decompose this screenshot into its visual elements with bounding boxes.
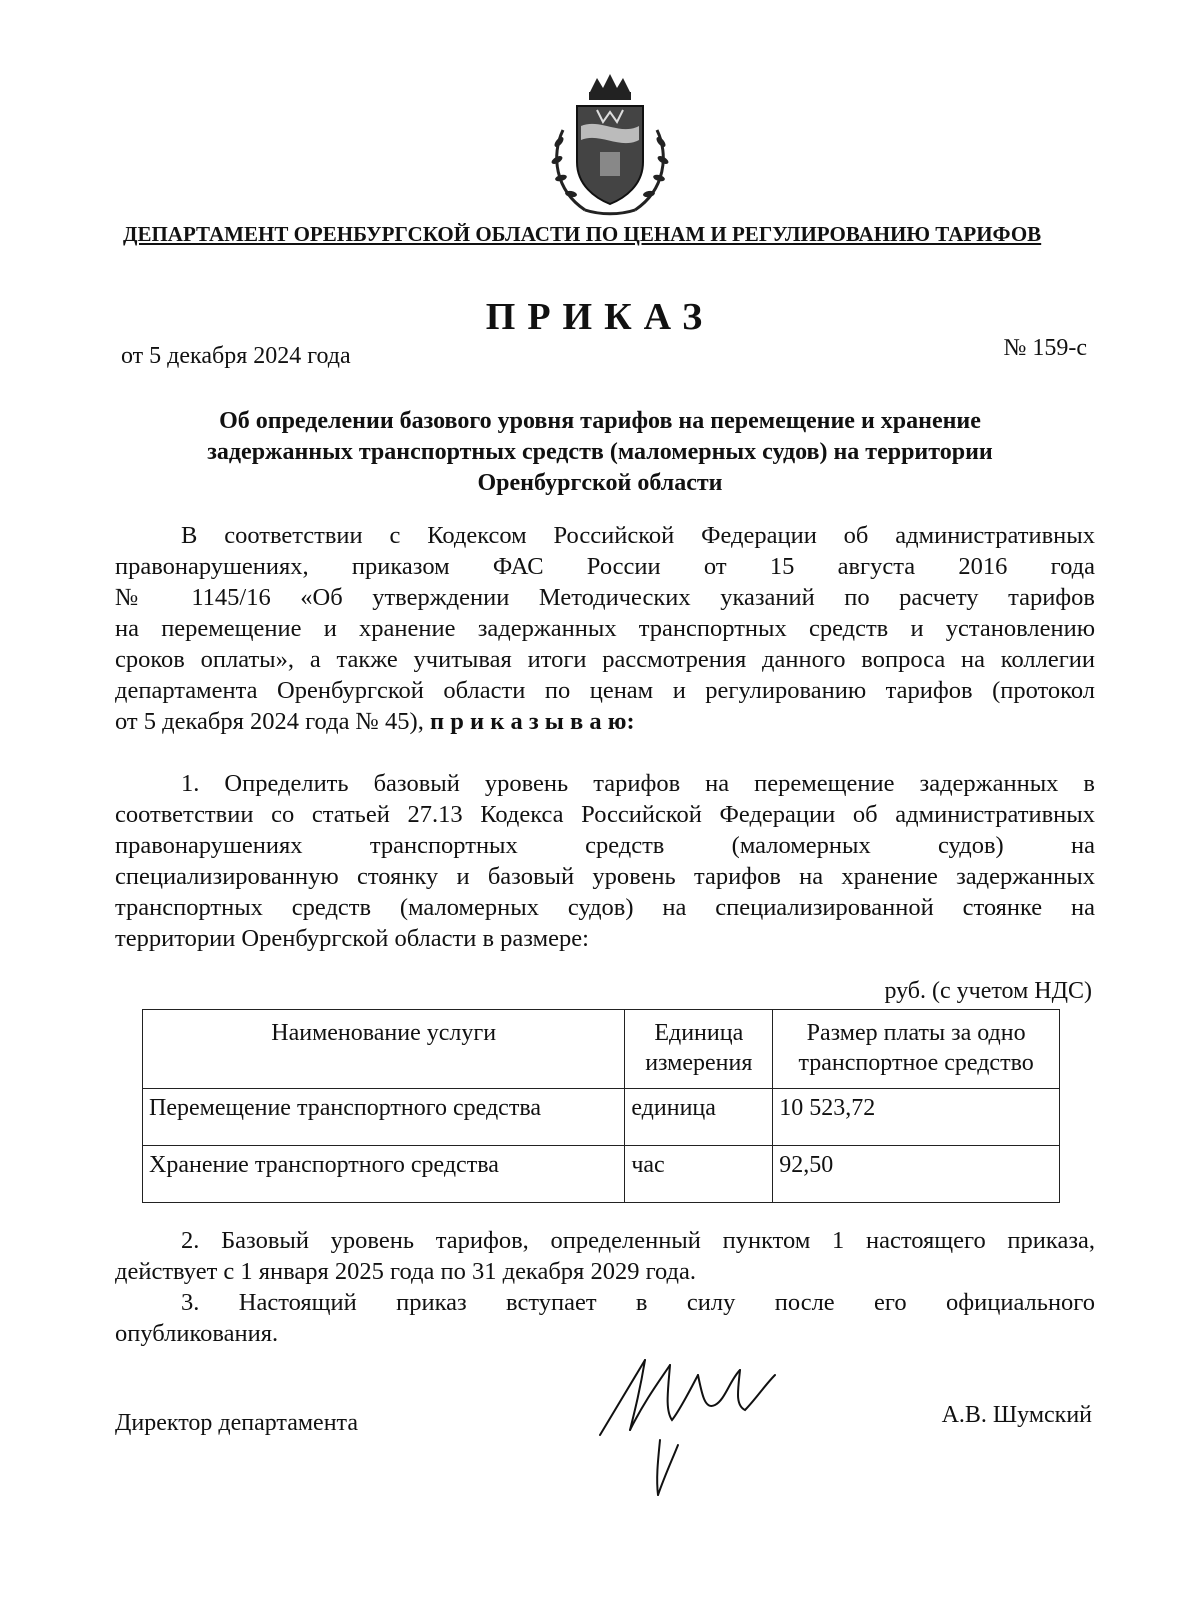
item-3-paragraph: [115, 1287, 1095, 1349]
preamble-line: правонарушениях, приказом ФАС России от 15 августа 2016 года: [115, 553, 1095, 580]
item-3-line: опубликования.: [115, 1320, 279, 1347]
item-1-line: 1. Определить базовый уровень тарифов на перемещение задержанных в: [181, 770, 1095, 797]
order-subject: [150, 406, 1050, 499]
table-cell-service: Перемещение транспортного средства: [143, 1089, 625, 1146]
column-header-service: Наименование услуги: [143, 1010, 625, 1089]
subject-line: задержанных транспортных средств (маломерных судов) на территории: [207, 439, 993, 465]
item-3-line: 3. Настоящий приказ вступает в силу после его официального: [181, 1289, 1095, 1316]
preamble-line: сроков оплаты», а также учитывая итоги рассмотрения данного вопроса на коллегии: [115, 646, 1095, 673]
table-cell-unit: единица: [625, 1089, 773, 1146]
column-header-unit: Единица измерения: [625, 1010, 773, 1089]
table-header-row: [143, 1010, 1060, 1089]
item-2-line: действует с 1 января 2025 года по 31 декабря 2029 года.: [115, 1258, 697, 1285]
table-cell-unit: час: [625, 1146, 773, 1203]
table-cell-service: Хранение транспортного средства: [143, 1146, 625, 1203]
item-1-line: правонарушениях транспортных средств (маломерных судов) на: [115, 832, 1095, 859]
preamble-paragraph: [115, 520, 1095, 737]
currency-unit-note: руб. (с учетом НДС): [884, 978, 1092, 1004]
table-cell-price: 10 523,72: [773, 1089, 1060, 1146]
tariffs-table: [142, 1009, 1060, 1203]
item-2-paragraph: [115, 1225, 1095, 1287]
column-header-price: Размер платы за одно транспортное средство: [773, 1010, 1060, 1089]
preamble-line: на перемещение и хранение задержанных транспортных средств и установлению: [115, 615, 1095, 642]
item-1-line: соответствии со статьей 27.13 Кодекса Российской Федерации об административных: [115, 801, 1095, 828]
handwritten-signature: [590, 1350, 790, 1500]
preamble-line: В соответствии с Кодексом Российской Федерации об административных: [181, 522, 1095, 549]
table-cell-price: 92,50: [773, 1146, 1060, 1203]
coat-of-arms-emblem: [545, 70, 675, 220]
signer-name: А.В. Шумский: [941, 1402, 1092, 1428]
item-1-line: транспортных средств (маломерных судов) на специализированной стоянке на: [115, 894, 1095, 921]
table-row: [143, 1089, 1060, 1146]
item-1-paragraph: [115, 768, 1095, 954]
table-row: [143, 1146, 1060, 1203]
order-directive-word: п р и к а з ы в а ю:: [429, 708, 635, 735]
preamble-line: департамента Оренбургской области по ценам и регулированию тарифов (протокол: [115, 677, 1095, 704]
order-number: № 159-с: [1003, 335, 1087, 361]
item-1-line: специализированную стоянку и базовый уровень тарифов на хранение задержанных: [115, 863, 1095, 890]
document-type-title: ПРИКАЗ: [485, 296, 715, 338]
subject-line: Об определении базового уровня тарифов на перемещение и хранение: [219, 408, 981, 434]
preamble-last-line: [115, 706, 1095, 737]
item-1-line: территории Оренбургской области в размере:: [115, 925, 589, 952]
preamble-line: от 5 декабря 2024 года № 45),: [115, 708, 424, 735]
item-2-line: 2. Базовый уровень тарифов, определенный пунктом 1 настоящего приказа,: [181, 1227, 1095, 1254]
preamble-line: № 1145/16 «Об утверждении Методических указаний по расчету тарифов: [115, 584, 1095, 611]
order-date: от 5 декабря 2024 года: [121, 343, 351, 369]
department-name: ДЕПАРТАМЕНТ ОРЕНБУРГСКОЙ ОБЛАСТИ ПО ЦЕНАМ И РЕГУЛИРОВАНИЮ ТАРИФОВ: [123, 222, 1042, 246]
signer-position: Директор департамента: [115, 1410, 358, 1436]
subject-line: Оренбургской области: [477, 470, 723, 496]
